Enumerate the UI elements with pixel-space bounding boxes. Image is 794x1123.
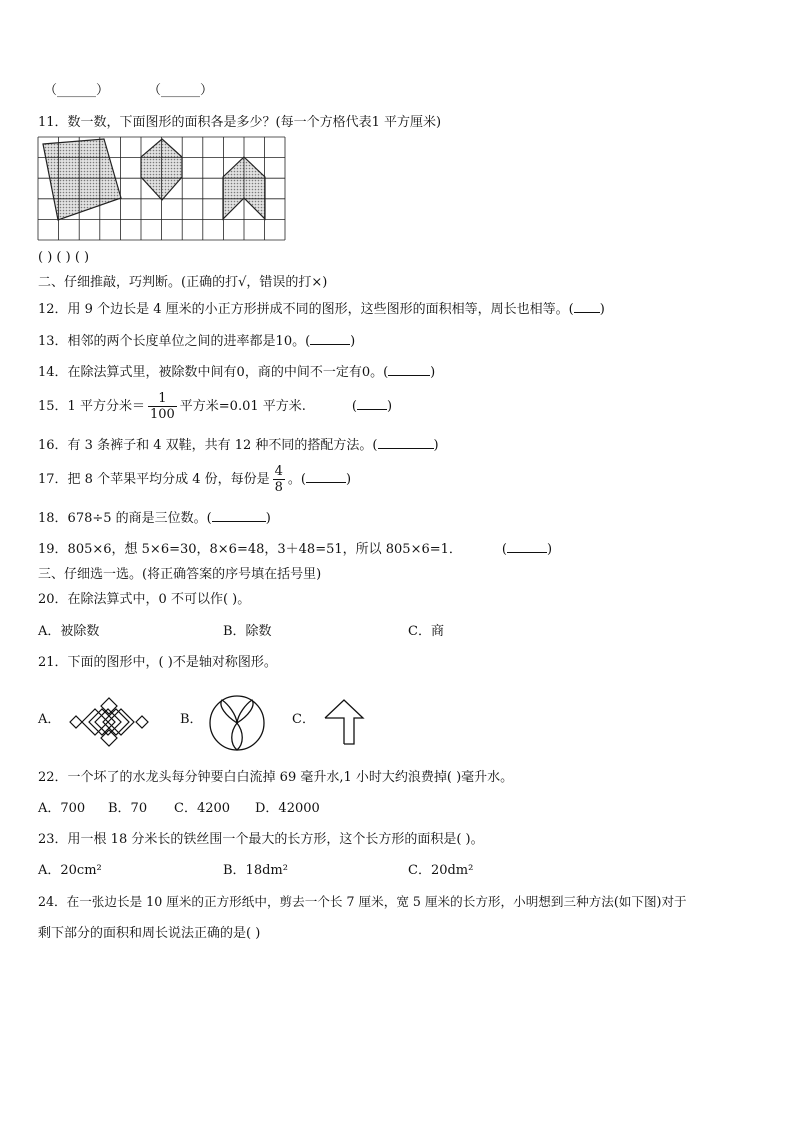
q20-option-a[interactable]: A．被除数: [38, 624, 100, 639]
q14-close: ): [430, 365, 436, 380]
q23-option-c[interactable]: C．20dm²: [408, 863, 474, 878]
q15-post: 平方米=0.01 平方米.: [179, 399, 306, 414]
q13: [38, 332, 355, 351]
q11-grid-figure: [38, 137, 288, 241]
q17-denominator: 8: [274, 480, 283, 495]
q15-pre: 15．1 平方分米＝: [38, 399, 145, 414]
q22-option-c[interactable]: C．4200: [174, 801, 231, 816]
q19-close: ): [547, 542, 553, 557]
q16-answer-blank[interactable]: [378, 436, 434, 449]
q17-fraction: [273, 464, 285, 495]
q18-close: ): [265, 511, 271, 526]
q13-close: ): [350, 334, 356, 349]
q21-figure-c-arrow: [322, 696, 368, 746]
q15-numerator: 1: [148, 391, 177, 407]
q14: [38, 363, 435, 382]
q12-text: 12．用 9 个边长是 4 厘米的小正方形拼成不同的图形，这些图形的面积相等，周长也相等。(: [38, 302, 574, 317]
q22-option-a[interactable]: A．700: [38, 801, 86, 816]
q21-option-c[interactable]: C．: [292, 712, 315, 727]
q21-option-b[interactable]: B．: [180, 712, 203, 727]
q17-numerator: 4: [274, 464, 283, 479]
top-answer-1: （______）: [44, 83, 110, 98]
section-3-heading: 三、仔细选一选。(将正确答案的序号填在括号里): [38, 567, 322, 582]
q12-answer-blank[interactable]: [574, 300, 600, 313]
q22-text: 22．一个坏了的水龙头每分钟要白白流掉 69 毫升水,1 小时大约浪费掉( )毫升水。: [38, 770, 514, 785]
q22-option-b[interactable]: B．70: [108, 801, 148, 816]
q18: [38, 509, 271, 528]
q21-option-a[interactable]: A．: [38, 712, 61, 727]
q16-close: ): [433, 438, 439, 453]
q16: [38, 436, 439, 455]
q19-open: (: [501, 542, 507, 557]
q19-text: 19．805×6，想 5×6=30，8×6=48，3＋48=51，所以 805×6=1．: [38, 542, 462, 557]
q23-option-b[interactable]: B．18dm²: [223, 863, 288, 878]
q23-option-a[interactable]: A．20cm²: [38, 863, 102, 878]
q19-answer-blank[interactable]: [507, 540, 547, 553]
q15-fraction: [148, 391, 177, 422]
q24-line-1: 24．在一张边长是 10 厘米的正方形纸中，剪去一个长 7 厘米，宽 5 厘米的长方形，小明想到三种方法(如下图)对于: [38, 894, 687, 909]
q13-text: 13．相邻的两个长度单位之间的进率都是10。(: [38, 334, 311, 349]
q21-text: 21．下面的图形中，( )不是轴对称图形。: [38, 655, 277, 670]
q17-answer-blank[interactable]: [306, 470, 346, 483]
q23-text: 23．用一根 18 分米长的铁丝围一个最大的长方形，这个长方形的面积是( )。: [38, 832, 484, 847]
q24-line-2: 剩下部分的面积和周长说法正确的是( ): [38, 926, 261, 941]
q18-text: 18．678÷5 的商是三位数。(: [38, 511, 212, 526]
q15-open: (: [351, 399, 357, 414]
q17: [38, 464, 351, 495]
q15: [38, 391, 392, 422]
top-answer-2: （______）: [148, 83, 214, 98]
q21-figure-a-knot: [68, 700, 150, 744]
q12: [38, 300, 605, 319]
q15-denominator: 100: [149, 407, 175, 422]
q20-text: 20．在除法算式中，0 不可以作( )。: [38, 592, 251, 607]
q12-close: ): [599, 302, 605, 317]
section-2-heading: 二、仔细推敲，巧判断。(正确的打√，错误的打×): [38, 275, 328, 290]
q17-close: ): [345, 472, 352, 487]
q13-answer-blank[interactable]: [310, 332, 350, 345]
q19: [38, 540, 552, 559]
q15-close: ): [386, 399, 393, 414]
q11-text: 11．数一数，下面图形的面积各是多少？(每一个方格代表1 平方厘米): [38, 115, 442, 130]
q14-answer-blank[interactable]: [388, 363, 430, 376]
q11-shape-1: [43, 139, 121, 220]
q18-answer-blank[interactable]: [212, 509, 266, 522]
q15-answer-blank[interactable]: [357, 397, 387, 410]
q22-option-d[interactable]: D．42000: [255, 801, 320, 816]
q20-option-b[interactable]: B．除数: [223, 624, 272, 639]
q21-figure-b-circle: [208, 694, 266, 752]
q17-post: 。(: [287, 472, 306, 487]
q20-option-c[interactable]: C．商: [408, 624, 444, 639]
q16-text: 16．有 3 条裤子和 4 双鞋，共有 12 种不同的搭配方法。(: [38, 438, 378, 453]
q11-answers: ( ) ( ) ( ): [38, 250, 90, 265]
q17-pre: 17．把 8 个苹果平均分成 4 份，每份是: [38, 472, 270, 487]
q14-text: 14．在除法算式里，被除数中间有0，商的中间不一定有0。(: [38, 365, 389, 380]
